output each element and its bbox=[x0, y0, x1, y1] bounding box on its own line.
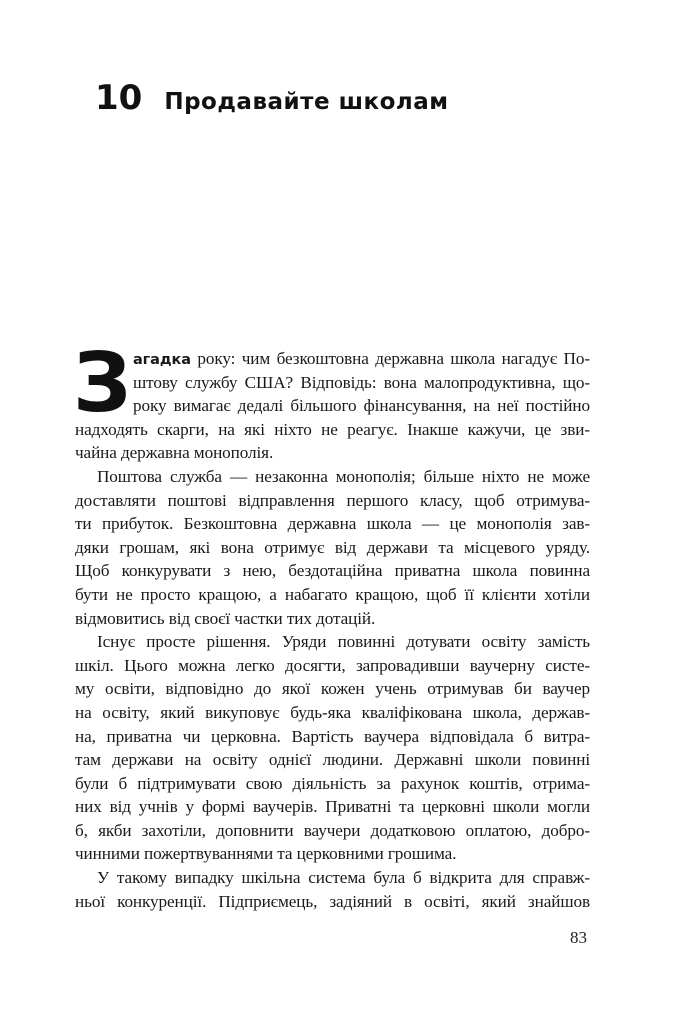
lead-word: агадка bbox=[133, 352, 191, 368]
chapter-title: Продавайте школам bbox=[164, 89, 449, 115]
text-line: чинними пожертвуваннями та церковними грошима. bbox=[75, 844, 457, 864]
text-line: року вимагає дедалі більшого фінансування, на неї постійно bbox=[133, 396, 590, 416]
text-line: дяки грошам, які вона отримує від держави та місцевого уряду. bbox=[75, 537, 590, 557]
text-line: Щоб конкурувати з нею, бездотаційна приватна школа повинна bbox=[75, 561, 590, 581]
text-line: доставляти поштові відправлення першого класу, щоб отримува- bbox=[75, 490, 590, 510]
text-line: У такому випадку шкільна система була б відкрита для справж- bbox=[97, 868, 590, 888]
text-line: відмовитись від своєї частки тих дотацій. bbox=[75, 608, 376, 628]
text-line: там держави на освіту однієї людини. Державні школи повинні bbox=[75, 750, 590, 770]
chapter-number: 10 bbox=[95, 78, 143, 118]
page-number: 83 bbox=[570, 928, 587, 947]
text-line: б, якби захотіли, доповнити ваучери додатковою оплатою, добро- bbox=[75, 820, 590, 840]
text-line: шкіл. Цього можна легко досягти, запровадивши ваучерну систе- bbox=[75, 655, 590, 675]
text-line: Поштова служба — незаконна монополія; більше ніхто не може bbox=[97, 466, 590, 486]
text-line: на освіту, який викуповує будь-яка кваліфікована школа, держав- bbox=[75, 702, 590, 722]
text-line: надходять скарги, на які ніхто не реагує. Інакше кажучи, це зви- bbox=[75, 419, 590, 439]
text-line: були б підтримувати свою діяльність за рахунок коштів, отрима- bbox=[75, 773, 590, 793]
text-line: штову службу США? Відповідь: вона малопродуктивна, що- bbox=[133, 372, 590, 392]
text-line: них від учнів у формі ваучерів. Приватні та церковні школи могли bbox=[75, 797, 590, 817]
chapter-heading bbox=[95, 78, 449, 118]
text-line: бути не просто кращою, а набагато кращою, щоб її клієнти хотіли bbox=[75, 584, 590, 604]
body-text bbox=[73, 336, 590, 913]
text-line: агадка року: чим безкоштовна державна школа нагадує По- bbox=[133, 349, 590, 368]
text-line: Існує просте рішення. Уряди повинні дотувати освіту замість bbox=[97, 632, 590, 652]
text-line: чайна державна монополія. bbox=[75, 443, 274, 463]
text-line: му освіти, відповідно до якої кожен учень отримував би ваучер bbox=[75, 679, 590, 699]
text-line: ти прибуток. Безкоштовна державна школа — це монополія зав- bbox=[75, 514, 590, 534]
text-line: на, приватна чи церковна. Вартість ваучера відповідала б витра- bbox=[75, 726, 590, 746]
drop-cap: З bbox=[73, 336, 132, 431]
text-line: ньої конкуренції. Підприємець, задіяний в освіті, який знайшов bbox=[75, 891, 590, 911]
